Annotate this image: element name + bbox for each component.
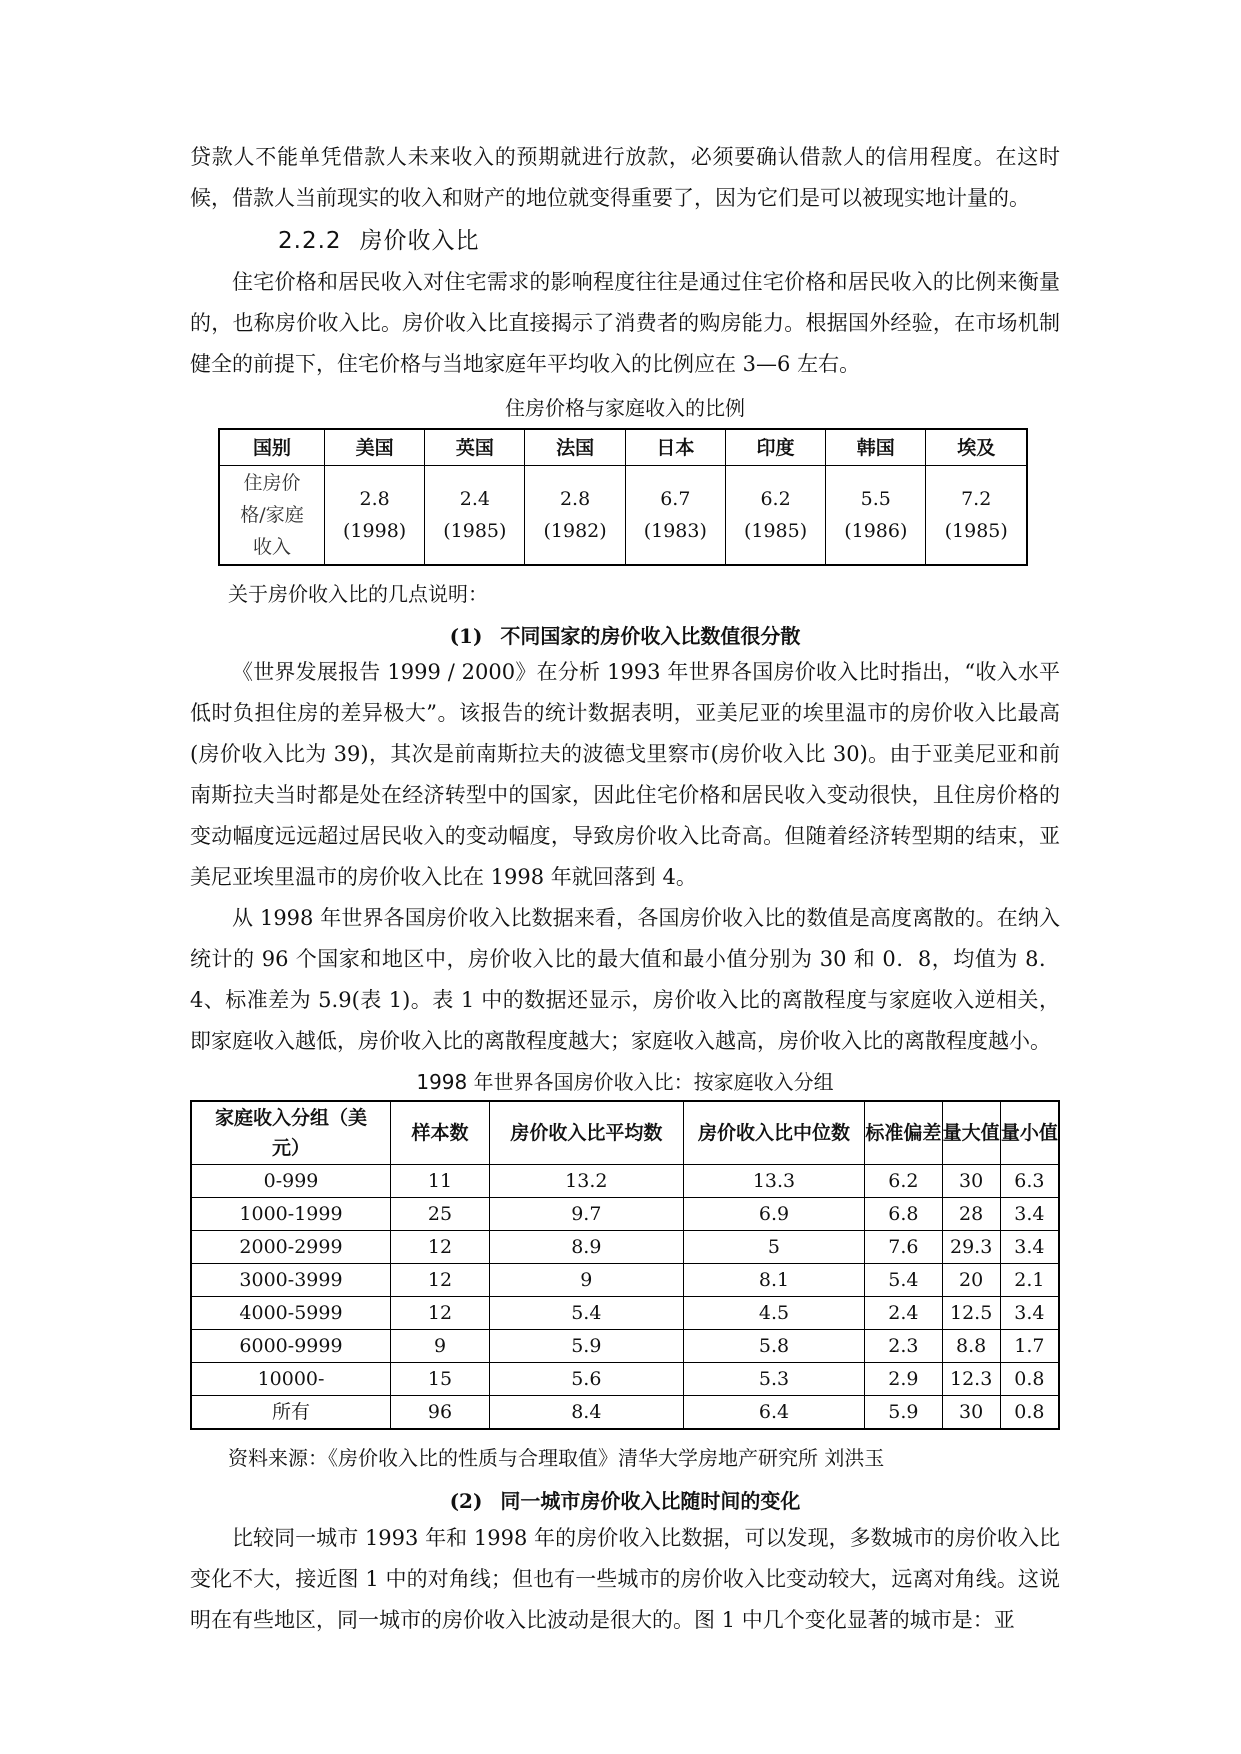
header-cell: 家庭收入分组（美元） <box>191 1101 391 1165</box>
table-cell: 12 <box>391 1297 490 1330</box>
table-cell: 13.3 <box>683 1165 865 1198</box>
value-cell <box>725 466 825 566</box>
value-cell <box>625 466 725 566</box>
section-title: 房价收入比 <box>359 228 480 254</box>
table-cell: 5.3 <box>683 1363 865 1396</box>
table-cell: 3000-3999 <box>191 1264 391 1297</box>
table-cell: 5 <box>683 1231 865 1264</box>
subheading-title: 不同国家的房价收入比数值很分散 <box>500 624 801 648</box>
table-cell: 30 <box>942 1165 1000 1198</box>
ratio-value: 2.8 <box>359 488 390 510</box>
table-cell: 6.2 <box>865 1165 942 1198</box>
table-cell: 12 <box>391 1264 490 1297</box>
table-cell: 28 <box>942 1198 1000 1231</box>
table-header-row <box>191 1101 1059 1165</box>
table-cell: 8.1 <box>683 1264 865 1297</box>
table-cell: 3.4 <box>1000 1231 1059 1264</box>
paragraph-lending: 贷款人不能单凭借款人未来收入的预期就进行放款，必须要确认借款人的信用程度。在这时候，借款人当前现实的收入和财产的地位就变得重要了，因为它们是可以被现实地计量的。 <box>190 145 1060 210</box>
table-cell: 3.4 <box>1000 1297 1059 1330</box>
table-cell: 5.4 <box>490 1297 684 1330</box>
table-row <box>191 1330 1059 1363</box>
header-cell: 印度 <box>725 429 825 466</box>
table-cell: 8.9 <box>490 1231 684 1264</box>
table-cell: 1.7 <box>1000 1330 1059 1363</box>
table-cell: 11 <box>391 1165 490 1198</box>
table-cell: 12 <box>391 1231 490 1264</box>
table-cell: 2.4 <box>865 1297 942 1330</box>
ratio-year: (1982) <box>543 520 607 542</box>
header-cell: 量大值 <box>942 1101 1000 1165</box>
header-cell: 法国 <box>525 429 625 466</box>
header-cell: 房价收入比中位数 <box>683 1101 865 1165</box>
header-cell: 国别 <box>219 429 325 466</box>
price-income-ratio-table <box>218 428 1028 566</box>
table-row <box>191 1165 1059 1198</box>
table-cell: 2.9 <box>865 1363 942 1396</box>
table-cell: 2000-2999 <box>191 1231 391 1264</box>
table-cell: 2.3 <box>865 1330 942 1363</box>
table-cell: 25 <box>391 1198 490 1231</box>
subheading-number: (1) <box>449 624 483 648</box>
table-cell: 0-999 <box>191 1165 391 1198</box>
ratio-year: (1985) <box>443 520 507 542</box>
header-cell: 房价收入比平均数 <box>490 1101 684 1165</box>
table2-caption: 1998 年世界各国房价收入比：按家庭收入分组 <box>416 1070 834 1094</box>
income-group-table <box>190 1100 1060 1430</box>
table-cell: 8.4 <box>490 1396 684 1430</box>
notes-intro: 关于房价收入比的几点说明： <box>228 582 488 606</box>
table-header-row <box>219 429 1027 466</box>
table-cell: 1000-1999 <box>191 1198 391 1231</box>
table-cell: 6.3 <box>1000 1165 1059 1198</box>
table-cell: 所有 <box>191 1396 391 1430</box>
table-cell: 4.5 <box>683 1297 865 1330</box>
table-cell: 13.2 <box>490 1165 684 1198</box>
table-cell: 6.4 <box>683 1396 865 1430</box>
table-row <box>191 1396 1059 1430</box>
header-cell: 韩国 <box>826 429 926 466</box>
table-row <box>191 1198 1059 1231</box>
ratio-value: 2.8 <box>559 488 591 510</box>
table-cell: 6.9 <box>683 1198 865 1231</box>
ratio-year: (1985) <box>743 520 808 542</box>
table-cell: 3.4 <box>1000 1198 1059 1231</box>
table-row <box>219 466 1027 566</box>
source-note: 资料来源：《房价收入比的性质与合理取值》清华大学房地产研究所 刘洪玉 <box>228 1446 885 1470</box>
table-cell: 6.8 <box>865 1198 942 1231</box>
ratio-year: (1998) <box>343 520 407 542</box>
subheading-number: (2) <box>449 1489 483 1513</box>
header-cell: 英国 <box>425 429 525 466</box>
value-cell <box>826 466 926 566</box>
table-cell: 15 <box>391 1363 490 1396</box>
row-label-cell: 住房价格/家庭收入 <box>219 466 325 566</box>
ratio-year: (1983) <box>643 520 707 542</box>
paragraph-1998-data: 从 1998 年世界各国房价收入比数据来看，各国房价收入比的数值是高度离散的。在纳入统计的 96 个国家和地区中，房价收入比的最大值和最小值分别为 30 和 0．8，均值为 8．4、标准差为 5.9(表 1)。表 1 中的数据还显示，房价收入比的离散程度与家庭收入逆相关，即家庭收入越低，房价收入比的离散程度越大；家庭收入越高，房价收入比的离散程度越小。 <box>190 906 1060 1053</box>
table-row <box>191 1264 1059 1297</box>
table-cell: 96 <box>391 1396 490 1430</box>
value-cell <box>926 466 1027 566</box>
table-cell: 10000- <box>191 1363 391 1396</box>
table-cell: 5.4 <box>865 1264 942 1297</box>
section-number: 2.2.2 <box>278 228 342 254</box>
paragraph-dispersion: 《世界发展报告 1999 / 2000》在分析 1993 年世界各国房价收入比时指出，“收入水平低时负担住房的差异极大”。该报告的统计数据表明，亚美尼亚的埃里温市的房价收入比最高(房价收入比为 39)，其次是前南斯拉夫的波德戈里察市(房价收入比 30)。由于亚美尼亚和前南斯拉夫当时都是处在经济转型中的国家，因此住宅价格和居民收入变动很快，且住房价格的变动幅度远远超过居民收入的变动幅度，导致房价收入比奇高。但随着经济转型期的结束，亚美尼亚埃里温市的房价收入比在 1998 年就回落到 4。 <box>190 660 1060 889</box>
value-cell <box>425 466 525 566</box>
table-cell: 0.8 <box>1000 1363 1059 1396</box>
ratio-year: (1985) <box>944 520 1008 542</box>
ratio-value: 7.2 <box>961 488 992 510</box>
table-row <box>191 1231 1059 1264</box>
ratio-year: (1986) <box>844 520 908 542</box>
table-row <box>191 1297 1059 1330</box>
value-cell <box>325 466 425 566</box>
table1-caption: 住房价格与家庭收入的比例 <box>505 396 745 420</box>
table-row <box>191 1363 1059 1396</box>
paragraph-time-change: 比较同一城市 1993 年和 1998 年的房价收入比数据，可以发现，多数城市的房价收入比变化不大，接近图 1 中的对角线；但也有一些城市的房价收入比变动较大，远离对角线。这说明在有些地区，同一城市的房价收入比波动是很大的。图 1 中几个变化显著的城市是：亚 <box>190 1526 1060 1632</box>
table-cell: 5.9 <box>865 1396 942 1430</box>
table-cell: 7.6 <box>865 1231 942 1264</box>
paragraph-intro: 住宅价格和居民收入对住宅需求的影响程度往往是通过住宅价格和居民收入的比例来衡量的，也称房价收入比。房价收入比直接揭示了消费者的购房能力。根据国外经验，在市场机制健全的前提下，住宅价格与当地家庭年平均收入的比例应在 3—6 左右。 <box>190 270 1060 376</box>
value-cell <box>525 466 625 566</box>
section-heading <box>278 222 480 255</box>
ratio-value: 6.2 <box>760 488 791 510</box>
table-cell: 12.3 <box>942 1363 1000 1396</box>
table-cell: 8.8 <box>942 1330 1000 1363</box>
ratio-value: 6.7 <box>660 488 691 510</box>
table-cell: 5.9 <box>490 1330 684 1363</box>
table-cell: 9 <box>490 1264 684 1297</box>
table-cell: 30 <box>942 1396 1000 1430</box>
table-cell: 5.6 <box>490 1363 684 1396</box>
header-cell: 埃及 <box>926 429 1027 466</box>
subheading-1 <box>190 620 1060 649</box>
subheading-title: 同一城市房价收入比随时间的变化 <box>500 1489 801 1513</box>
table-cell: 12.5 <box>942 1297 1000 1330</box>
table-cell: 20 <box>942 1264 1000 1297</box>
header-cell: 日本 <box>625 429 725 466</box>
header-cell: 标准偏差 <box>865 1101 942 1165</box>
ratio-value: 2.4 <box>459 488 490 510</box>
table-cell: 9 <box>391 1330 490 1363</box>
table-cell: 5.8 <box>683 1330 865 1363</box>
table-cell: 29.3 <box>942 1231 1000 1264</box>
table-cell: 4000-5999 <box>191 1297 391 1330</box>
header-cell: 美国 <box>325 429 425 466</box>
header-cell: 量小值 <box>1000 1101 1059 1165</box>
header-cell: 样本数 <box>391 1101 490 1165</box>
ratio-value: 5.5 <box>860 488 891 510</box>
subheading-2 <box>190 1485 1060 1514</box>
table-cell: 9.7 <box>490 1198 684 1231</box>
table-cell: 6000-9999 <box>191 1330 391 1363</box>
table-cell: 2.1 <box>1000 1264 1059 1297</box>
table-cell: 0.8 <box>1000 1396 1059 1430</box>
